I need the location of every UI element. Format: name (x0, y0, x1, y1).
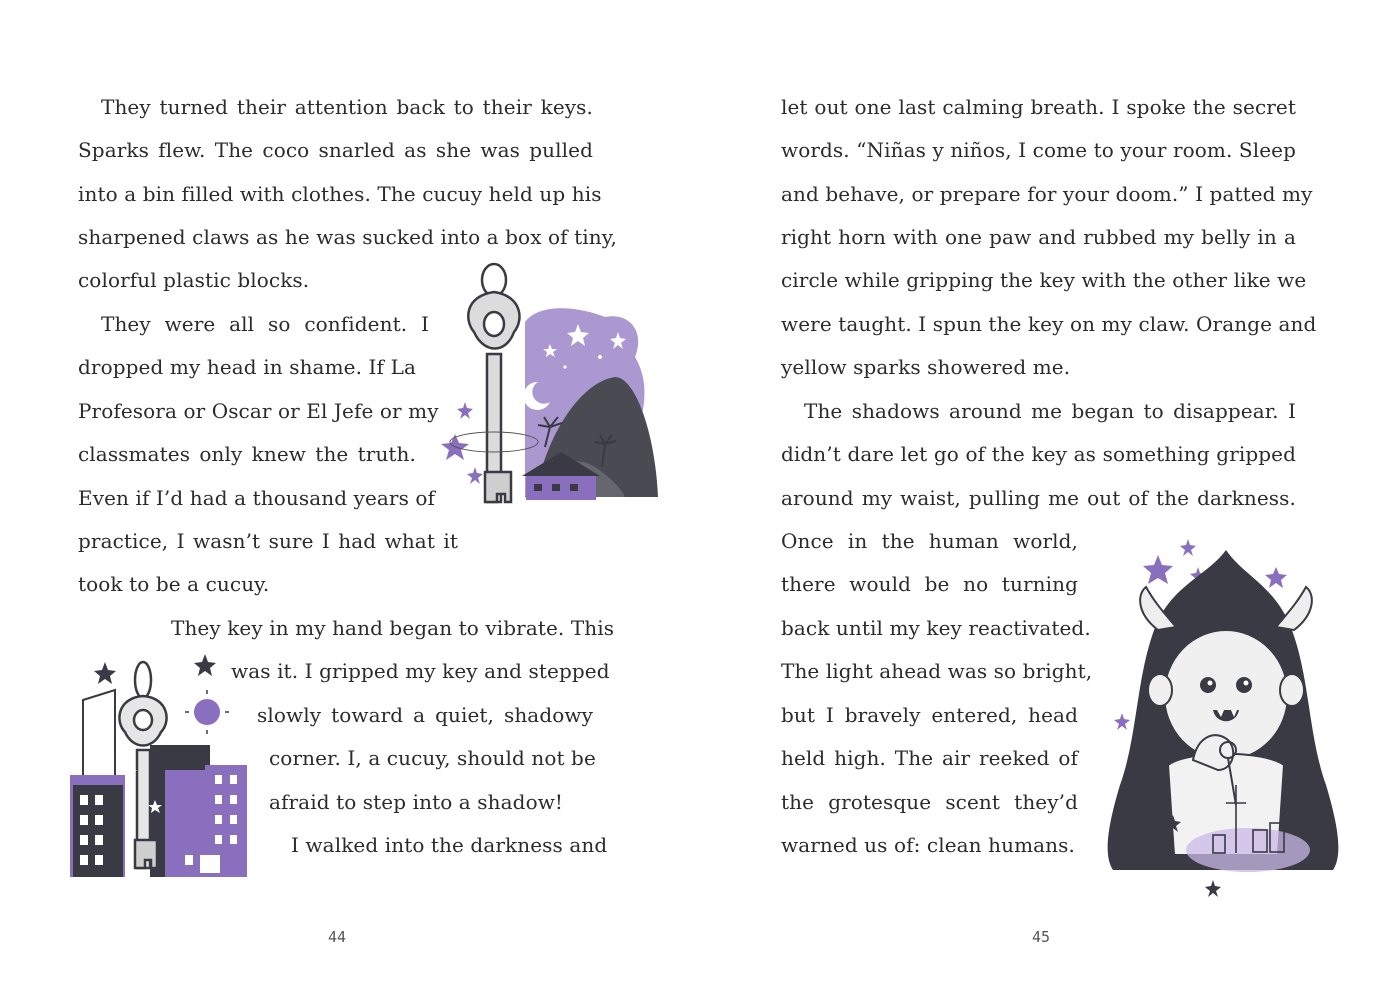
text-line: practice, I wasn’t sure I had what it (78, 529, 458, 553)
text-line: corner. I, a cucuy, should not be (269, 746, 596, 770)
text-line: The light ahead was so bright, (781, 659, 1093, 683)
text-line: let out one last calming breath. I spoke the secret (781, 95, 1296, 119)
text-line: took to be a cucuy. (78, 572, 270, 596)
left-page (0, 0, 687, 1000)
text-line: around my waist, pulling me out of the darkness. (781, 486, 1296, 510)
text-line: and behave, or prepare for your doom.” I patted my (781, 182, 1313, 206)
text-line: right horn with one paw and rubbed my belly in a (781, 225, 1296, 249)
text-line: They turned their attention back to their keys. (101, 95, 593, 119)
right-page (688, 0, 1375, 1000)
text-line: didn’t dare let go of the key as something gripped (781, 442, 1296, 466)
page-number: 44 (328, 928, 347, 946)
cucuy-monster-illustration (1098, 535, 1350, 900)
text-line: Even if I’d had a thousand years of (78, 486, 436, 510)
text-line: colorful plastic blocks. (78, 268, 310, 292)
key-city-illustration (55, 650, 255, 882)
text-line: circle while gripping the key with the other like we (781, 268, 1307, 292)
text-line: the grotesque scent they’d (781, 790, 1078, 814)
text-line: slowly toward a quiet, shadowy (257, 703, 593, 727)
text-line: were taught. I spun the key on my claw. Orange and (781, 312, 1317, 336)
text-line: held high. The air reeked of (781, 746, 1078, 770)
text-line: They key in my hand began to vibrate. This (171, 616, 615, 640)
text-line: The shadows around me began to disappear. I (804, 399, 1296, 423)
text-line: words. “Niñas y niños, I come to your room. Sleep (781, 138, 1296, 162)
text-line: there would be no turning (781, 572, 1078, 596)
text-line: afraid to step into a shadow! (269, 790, 564, 814)
text-line: was it. I gripped my key and stepped (231, 659, 610, 683)
text-line: Profesora or Oscar or El Jefe or my (78, 399, 439, 423)
text-line: back until my key reactivated. (781, 616, 1091, 640)
text-line: Sparks flew. The coco snarled as she was pulled (78, 138, 593, 162)
text-line: classmates only knew the truth. (78, 442, 416, 466)
text-line: sharpened claws as he was sucked into a box of tiny, (78, 225, 617, 249)
text-line: They were all so confident. I (101, 312, 429, 336)
text-line: I walked into the darkness and (291, 833, 608, 857)
text-line: into a bin filled with clothes. The cucuy held up his (78, 182, 602, 206)
text-line: warned us of: clean humans. (781, 833, 1075, 857)
text-line: Once in the human world, (781, 529, 1078, 553)
text-line: dropped my head in shame. If La (78, 355, 416, 379)
text-line: yellow sparks showered me. (781, 355, 1071, 379)
text-line: but I bravely entered, head (781, 703, 1078, 727)
key-night-illustration (430, 262, 670, 527)
page-number: 45 (1032, 928, 1051, 946)
